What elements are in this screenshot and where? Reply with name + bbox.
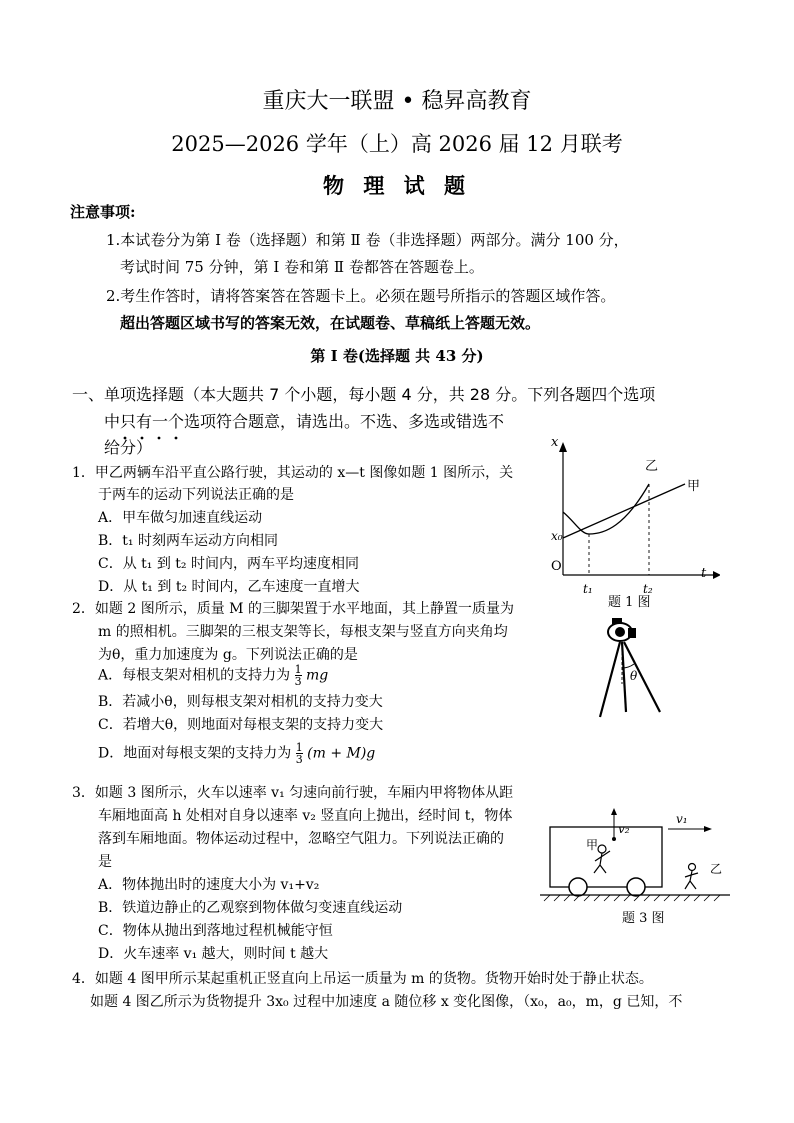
q2-stem-line-3: 为θ，重力加速度为 g。下列说法正确的是 [98,647,358,663]
figure-1-caption: 题 1 图 [608,595,651,610]
ground-hatching [544,895,720,901]
yi-label: 乙 [710,862,723,876]
tripod-leg-middle [622,642,626,712]
q2-stem-line-2: m 的照相机。三脚架的三根支架等长，每根支架与竖直方向夹角均 [98,624,508,640]
note-1-line-1: 1.本试卷分为第 Ⅰ 卷（选择题）和第 Ⅱ 卷（非选择题）两部分。满分 100 分， [106,231,629,249]
x0-label: x₀ [551,529,563,543]
camera-lens [615,627,625,637]
q2-option-a-tail: mg [306,667,329,684]
t-axis-arrow [713,571,720,579]
q2-option-d-text: D．地面对每根支架的支持力为 [98,745,292,762]
jia-label: 甲 [687,479,701,494]
q2-option-d [98,742,375,765]
person-yi-body [685,871,698,889]
note-2-line-1: 2.考生作答时，请将答案答在答题卡上。必须在题号所指示的答题区域作答。 [106,287,616,305]
q2-d-denominator: 3 [295,753,303,766]
exam-title: 2025—2026 学年（上）高 2026 届 12 月联考 [171,132,623,156]
q3-option-d: D．火车速率 v₁ 越大，则时间 t 越大 [98,946,329,962]
mc-instruction-line-3: 给分） [104,438,153,457]
mc-instruction-line-1: 一、单项选择题（本大题共 7 个小题，每小题 4 分，共 28 分。下列各题四个选项 [72,385,656,404]
tripod-leg-left [600,642,620,717]
q2-option-b: B．若减小θ，则每根支架对相机的支持力变大 [98,694,383,710]
x-label: x [551,435,559,450]
t2-label: t₂ [643,582,653,596]
note-2-line-2: 超出答题区域书写的答案无效，在试题卷、草稿纸上答题无效。 [120,314,541,332]
figure-1-xt-graph [545,430,720,610]
q2-option-a-fraction [295,664,302,687]
q2-option-c: C．若增大θ，则地面对每根支架的支持力变大 [98,717,384,733]
q1-option-a: A．甲车做匀加速直线运动 [98,510,263,526]
q2-a-denominator: 3 [294,675,302,688]
figure-3-caption: 题 3 图 [622,911,665,926]
t1-label: t₁ [583,582,593,596]
x-axis-arrow [559,442,567,452]
v2-arrowhead [611,808,617,815]
train-car [550,827,662,887]
q1-stem-line-1: 1．甲乙两辆车沿平直公路行驶，其运动的 x—t 图像如题 1 图所示，关 [72,465,514,481]
section-title: 第 I 卷(选择题 共 43 分) [310,347,484,365]
q3-stem-line-1: 3．如题 3 图所示，火车以速率 v₁ 匀速向前行驶，车厢内甲将物体从距 [72,785,514,801]
figure-3-train [540,805,730,905]
q2-stem-line-1: 2．如题 2 图所示，质量 M 的三脚架置于水平地面，其上静置一质量为 [72,601,514,617]
figure-2-tripod [590,612,680,722]
v1-arrowhead [704,826,712,832]
q2-option-a-text: A．每根支架对相机的支持力为 [98,667,295,684]
emphasis-dots [122,426,182,432]
curve-yi [563,484,649,534]
q1-option-c: C．从 t₁ 到 t₂ 时间内，两车平均速度相同 [98,556,359,572]
q3-stem-line-2: 车厢地面高 h 处相对自身以速率 v₂ 竖直向上抛出，经时间 t，物体 [98,808,513,824]
wheel-right [627,878,645,896]
q3-stem-line-3: 落到车厢地面。物体运动过程中，忽略空气阻力。下列说法正确的 [98,831,504,847]
q2-option-a [98,664,328,687]
theta-label: θ [630,669,638,683]
v2-label: v₂ [618,822,630,836]
subject-title: 物 理 试 题 [323,173,471,198]
q3-stem-line-4: 是 [98,854,112,870]
person-yi-head [689,864,696,871]
q3-option-a: A．物体抛出时的速度大小为 v₁+v₂ [98,877,320,893]
notes-heading: 注意事项: [70,203,136,221]
q4-stem-line-1: 4．如题 4 图甲所示某起重机正竖直向上吊运一质量为 m 的货物。货物开始时处于静止状态。 [72,971,653,987]
jia-label: 甲 [586,838,599,852]
q2-option-d-fraction [296,742,303,765]
q1-option-b: B．t₁ 时刻两车运动方向相同 [98,533,278,549]
q2-option-d-tail: (m + M)g [307,745,376,762]
yi-label: 乙 [645,459,659,474]
q3-option-c: C．物体从抛出到落地过程机械能守恒 [98,923,333,939]
thrown-object [612,837,616,841]
q1-option-d: D．从 t₁ 到 t₂ 时间内，乙车速度一直增大 [98,579,360,595]
q4-stem-line-2: 如题 4 图乙所示为货物提升 3x₀ 过程中加速度 a 随位移 x 变化图像，（x₀，a₀，m，g 已知，不 [90,994,683,1010]
mc-instruction-line-2: 中只有一个选项符合题意，请选出。不选、多选或错选不 [104,412,505,431]
school-title: 重庆大一联盟 • 稳昇高教育 [262,89,532,114]
q3-option-b: B．铁道边静止的乙观察到物体做匀变速直线运动 [98,900,403,916]
wheel-left [569,878,587,896]
t-label: t [701,566,707,581]
q2-a-numerator: 1 [294,663,302,676]
origin-label: O [551,559,562,574]
q2-d-numerator: 1 [295,741,303,754]
camera-top [612,618,622,624]
v1-label: v₁ [676,812,688,826]
note-1-line-2: 考试时间 75 分钟，第 I 卷和第 Ⅱ 卷都答在答题卷上。 [120,258,484,276]
camera-grip [628,628,636,638]
q1-stem-line-2: 于两车的运动下列说法正确的是 [98,487,294,503]
